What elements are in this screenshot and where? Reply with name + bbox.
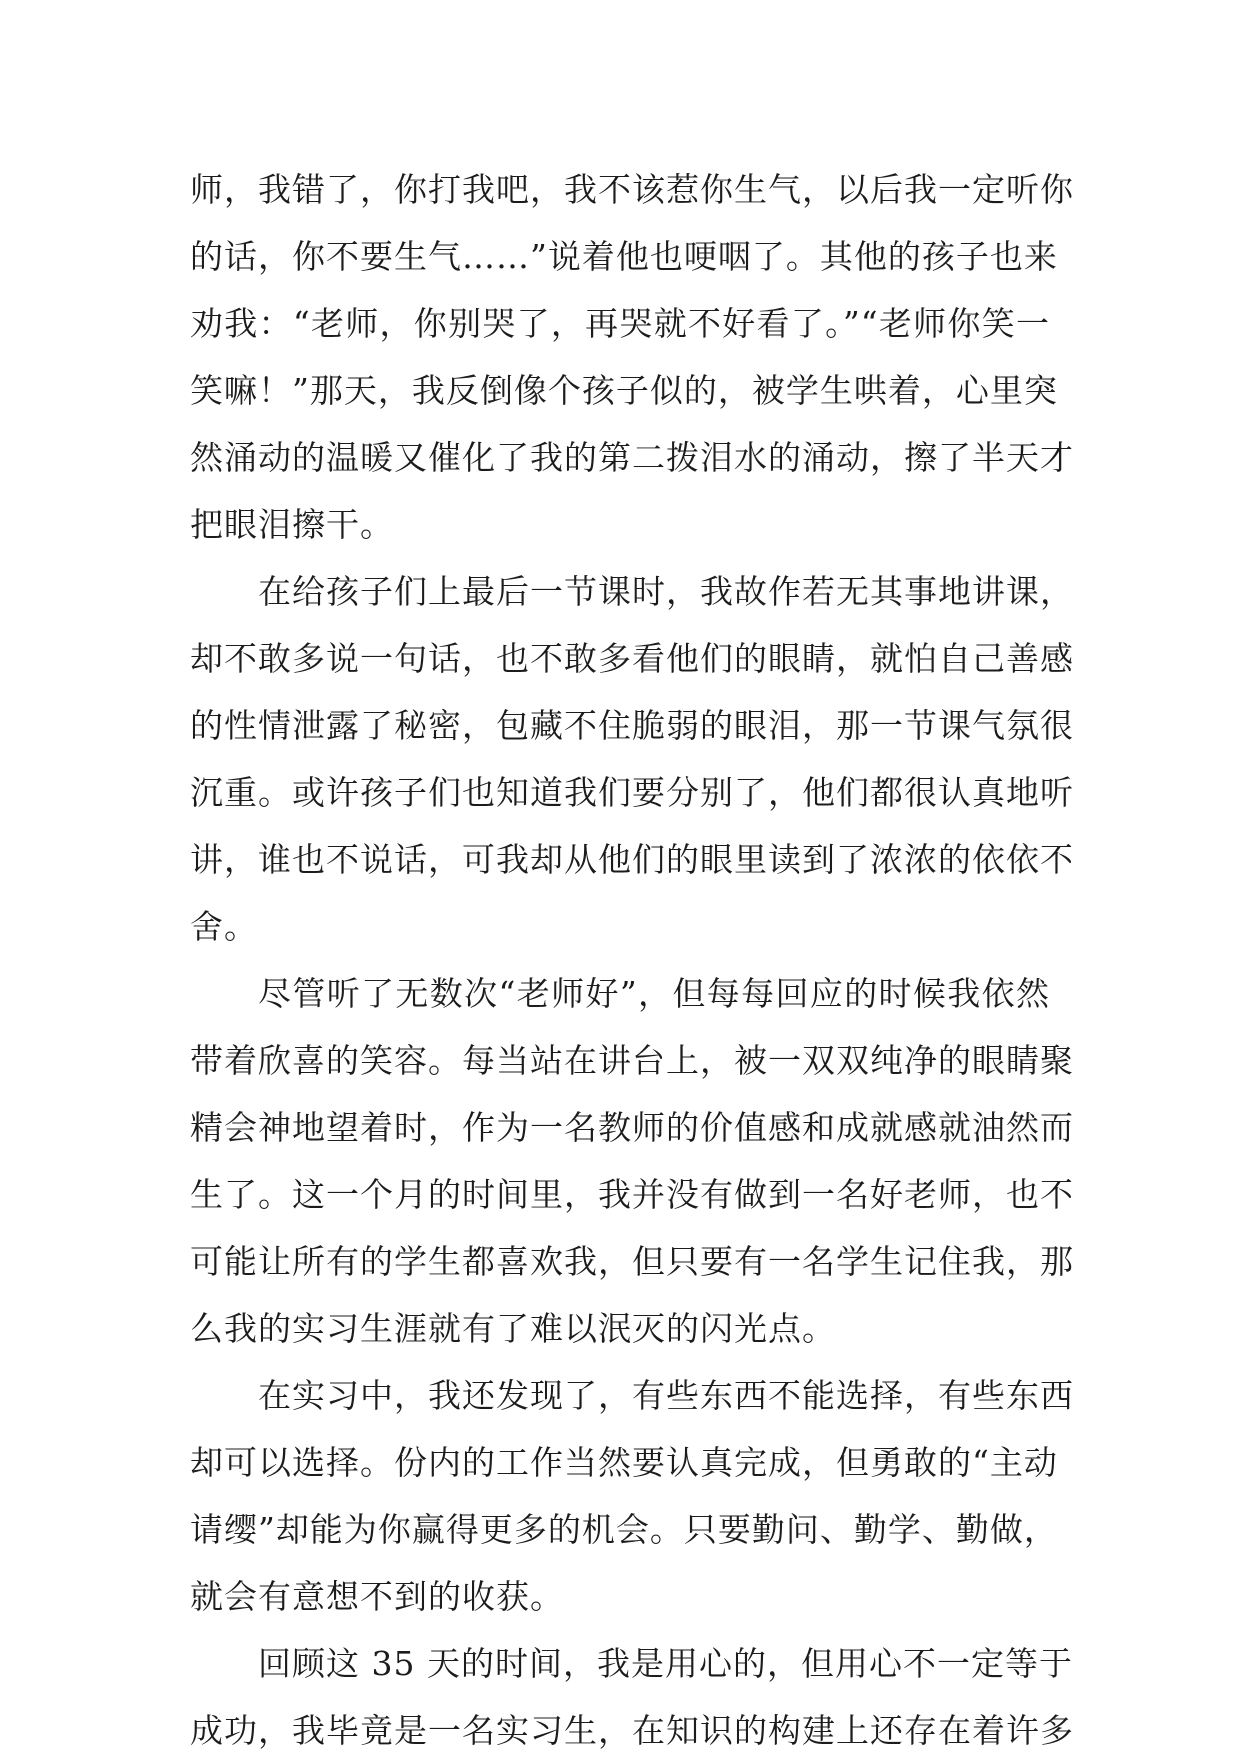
text-line: 么我的实习生涯就有了难以泯灭的闪光点。: [190, 1309, 836, 1348]
text-line: 讲，谁也不说话，可我却从他们的眼里读到了浓浓的依依不: [190, 840, 1074, 879]
text-line: 舍。: [190, 907, 258, 946]
text-line: 成功，我毕竟是一名实习生，在知识的构建上还存在着许多: [190, 1711, 1074, 1750]
text-line: 笑嘛！”那天，我反倒像个孩子似的，被学生哄着，心里突: [190, 371, 1058, 410]
text-line: 回顾这 35 天的时间，我是用心的，但用心不一定等于: [258, 1644, 1073, 1683]
text-line: 请缨”却能为你赢得更多的机会。只要勤问、勤学、勤做，: [190, 1510, 1058, 1549]
text-line: 却可以选择。份内的工作当然要认真完成，但勇敢的“主动: [190, 1443, 1058, 1482]
text-line: 可能让所有的学生都喜欢我，但只要有一名学生记住我，那: [190, 1242, 1074, 1281]
text-line: 把眼泪擦干。: [190, 505, 394, 544]
text-line: 然涌动的温暖又催化了我的第二拨泪水的涌动，擦了半天才: [190, 438, 1074, 477]
body-text: [190, 156, 1074, 1764]
text-line: 的话，你不要生气……”说着他也哽咽了。其他的孩子也来: [190, 237, 1058, 276]
text-line: 尽管听了无数次“老师好”，但每每回应的时候我依然: [258, 974, 1050, 1013]
text-line: 生了。这一个月的时间里，我并没有做到一名好老师，也不: [190, 1175, 1074, 1214]
text-line: 就会有意想不到的收获。: [190, 1577, 564, 1616]
text-line: 在实习中，我还发现了，有些东西不能选择，有些东西: [258, 1376, 1074, 1415]
text-line: 沉重。或许孩子们也知道我们要分别了，他们都很认真地听: [190, 773, 1074, 812]
text-line: 却不敢多说一句话，也不敢多看他们的眼睛，就怕自己善感: [190, 639, 1074, 678]
text-line: 劝我：“老师，你别哭了，再哭就不好看了。”“老师你笑一: [190, 304, 1050, 343]
text-line: 师，我错了，你打我吧，我不该惹你生气，以后我一定听你: [190, 170, 1074, 209]
text-line: 精会神地望着时，作为一名教师的价值感和成就感就油然而: [190, 1108, 1074, 1147]
text-line: 的性情泄露了秘密，包藏不住脆弱的眼泪，那一节课气氛很: [190, 706, 1074, 745]
text-line: 带着欣喜的笑容。每当站在讲台上，被一双双纯净的眼睛聚: [190, 1041, 1074, 1080]
text-line: 在给孩子们上最后一节课时，我故作若无其事地讲课，: [258, 572, 1074, 611]
